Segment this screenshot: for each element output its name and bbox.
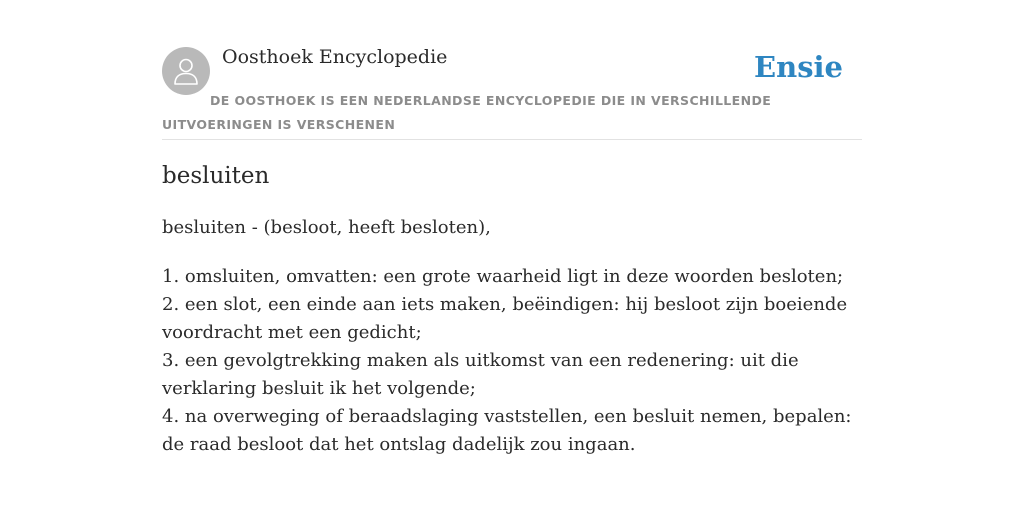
avatar[interactable] <box>162 47 210 95</box>
definition-item: 2. een slot, een einde aan iets maken, beëindigen: hij besloot zijn boeiende voordracht met een gedicht; <box>162 294 848 343</box>
definition-item: 3. een gevolgtrekking maken als uitkomst van een redenering: uit die verklaring besluit ik het volgende; <box>162 350 799 399</box>
user-icon <box>173 57 199 85</box>
definition-list <box>162 263 862 459</box>
page-title: besluiten <box>162 163 270 189</box>
entry-container <box>162 44 862 455</box>
definition-intro: besluiten - (besloot, heeft besloten), <box>162 217 491 238</box>
source-description: DE OOSTHOEK IS EEN NEDERLANDSE ENCYCLOPEDIE DIE IN VERSCHILLENDE UITVOERINGEN IS VERSCHENEN <box>162 93 772 132</box>
definition-item: 1. omsluiten, omvatten: een grote waarheid ligt in deze woorden besloten; <box>162 266 844 287</box>
definition-item: 4. na overweging of beraadslaging vaststellen, een besluit nemen, bepalen: de raad besloot dat het ontslag dadelijk zou ingaan. <box>162 406 852 455</box>
source-header <box>162 44 862 140</box>
source-title[interactable]: Oosthoek Encyclopedie <box>222 46 448 68</box>
ensie-logo[interactable]: Ensie <box>754 50 843 84</box>
